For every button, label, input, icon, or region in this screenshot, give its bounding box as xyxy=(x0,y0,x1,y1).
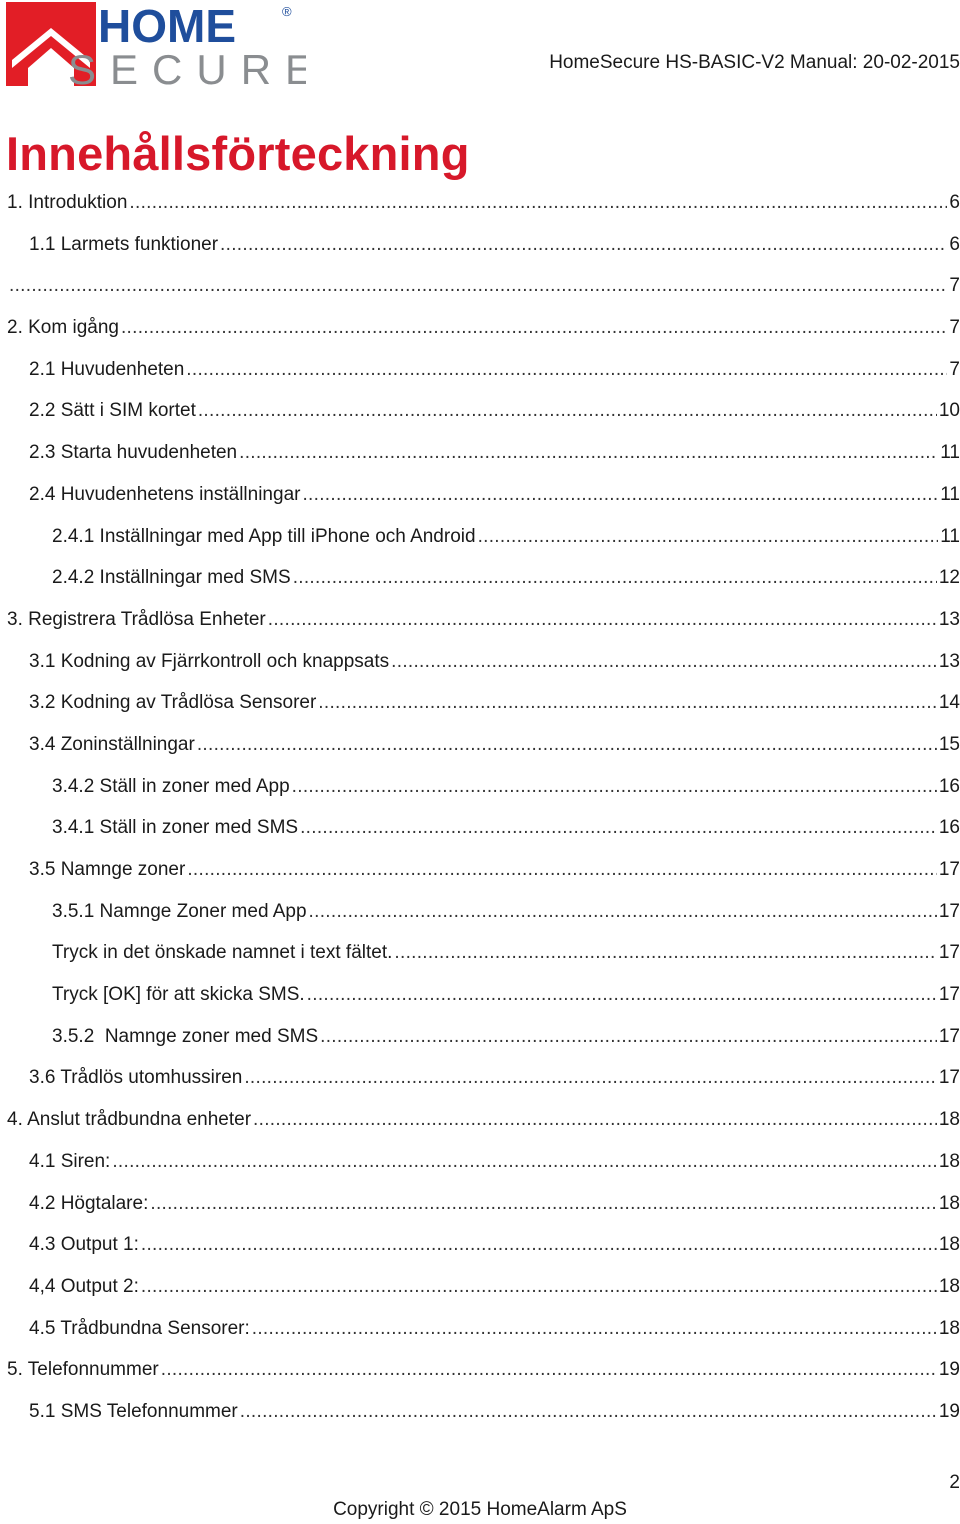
toc-entry-line xyxy=(29,1150,960,1174)
toc-entry-title: 3.4 Zoninställningar xyxy=(29,733,195,755)
toc-entry-page: 6 xyxy=(949,233,960,255)
toc-entry[interactable] xyxy=(0,723,960,765)
toc-entry-page: 18 xyxy=(938,1109,960,1131)
toc-entry-line xyxy=(52,1025,960,1049)
page-number: 2 xyxy=(949,1472,960,1493)
toc-entry[interactable] xyxy=(0,1223,960,1265)
toc-dot-leader xyxy=(150,1192,937,1216)
toc-dot-leader xyxy=(112,1150,937,1174)
toc-entry-line xyxy=(29,858,960,882)
toc-entry-title: 4.5 Trådbundna Sensorer: xyxy=(29,1317,250,1339)
toc-entry-title: 4.2 Högtalare: xyxy=(29,1192,149,1214)
toc-entry-line xyxy=(52,525,960,549)
toc-entry-title: 2. Kom igång xyxy=(7,317,119,339)
toc-entry-page: 16 xyxy=(938,775,960,797)
toc-entry-line xyxy=(52,941,960,965)
toc-entry-page: 17 xyxy=(938,942,960,964)
toc-entry-page: 19 xyxy=(938,1400,960,1422)
toc-entry-line xyxy=(29,483,960,507)
homesecure-logo xyxy=(6,2,306,90)
toc-entry-line xyxy=(29,358,960,382)
toc-entry-title: 3.4.2 Ställ in zoner med App xyxy=(52,775,290,797)
toc-entry[interactable] xyxy=(0,473,960,515)
logo-secure-text: SECURE xyxy=(68,46,306,90)
toc-dot-leader xyxy=(320,1025,937,1049)
toc-entry-title: 5. Telefonnummer xyxy=(7,1359,159,1381)
toc-entry[interactable] xyxy=(0,1307,960,1349)
toc-entry-title: 3.6 Trådlös utomhussiren xyxy=(29,1067,243,1089)
toc-entry[interactable] xyxy=(0,1056,960,1098)
toc-entry[interactable] xyxy=(0,640,960,682)
toc-entry-line xyxy=(29,1317,960,1341)
logo-home-text: HOME xyxy=(98,2,236,52)
toc-entry-title: 3.1 Kodning av Fjärrkontroll och knappsats xyxy=(29,650,390,672)
toc-dot-leader xyxy=(252,1317,937,1341)
toc-dot-leader xyxy=(9,274,947,298)
toc-entry-title: 3. Registrera Trådlösa Enheter xyxy=(7,608,266,630)
toc-entry-line xyxy=(29,733,960,757)
toc-entry-page: 18 xyxy=(938,1317,960,1339)
toc-entry-line xyxy=(52,566,960,590)
toc-entry[interactable] xyxy=(0,181,960,223)
toc-entry-title: 3.5.1 Namnge Zoner med App xyxy=(52,900,307,922)
toc-dot-leader xyxy=(394,941,936,965)
toc-entry-page: 13 xyxy=(938,608,960,630)
toc-entry-line xyxy=(52,983,960,1007)
toc-entry-line xyxy=(29,650,960,674)
toc-entry-line xyxy=(52,775,960,799)
toc-entry-line xyxy=(29,1233,960,1257)
toc-entry[interactable] xyxy=(0,890,960,932)
toc-entry[interactable] xyxy=(0,931,960,973)
toc-entry-line xyxy=(7,191,960,215)
toc-entry-title: 4.3 Output 1: xyxy=(29,1234,139,1256)
toc-entry-page: 14 xyxy=(938,692,960,714)
toc-entry-title: 4.1 Siren: xyxy=(29,1150,111,1172)
toc-entry[interactable] xyxy=(0,431,960,473)
toc-entry-title: 2.1 Huvudenheten xyxy=(29,358,185,380)
toc-entry[interactable] xyxy=(0,598,960,640)
toc-entry[interactable] xyxy=(0,1390,960,1432)
toc-entry-page: 17 xyxy=(938,859,960,880)
toc-dot-leader xyxy=(197,733,937,757)
registered-mark: ® xyxy=(282,4,292,19)
toc-entry-page: 11 xyxy=(940,442,960,464)
toc-entry[interactable] xyxy=(0,1140,960,1182)
toc-entry-line xyxy=(29,1400,960,1424)
toc-dot-leader xyxy=(478,525,939,549)
toc-dot-leader xyxy=(186,358,947,382)
toc-entry-title: Tryck in det önskade namnet i text fältet. xyxy=(52,942,393,964)
toc-entry-title: 2.2 Sätt i SIM kortet xyxy=(29,400,196,422)
toc-entry-line xyxy=(52,900,960,924)
toc-dot-leader xyxy=(318,691,937,715)
toc-entry-title: Tryck [OK] för att skicka SMS. xyxy=(52,984,305,1006)
toc-entry-page: 19 xyxy=(938,1359,960,1381)
toc-dot-leader xyxy=(240,1400,937,1424)
toc-entry-title: 2.3 Starta huvudenheten xyxy=(29,442,238,464)
toc-entry-title: 2.4 Huvudenhetens inställningar xyxy=(29,483,301,505)
toc-entry[interactable] xyxy=(0,973,960,1015)
toc-dot-leader xyxy=(129,191,947,215)
toc-entry-page: 17 xyxy=(938,1067,960,1089)
toc-dot-leader xyxy=(253,1108,937,1132)
toc-dot-leader xyxy=(198,399,937,423)
toc-entry-line xyxy=(29,233,960,257)
toc-entry-title: 2.4.1 Inställningar med App till iPhone och Android xyxy=(52,525,476,547)
toc-dot-leader xyxy=(300,816,937,840)
toc-entry-line xyxy=(29,441,960,465)
toc-entry-page: 17 xyxy=(938,984,960,1006)
toc-entry-line xyxy=(7,316,960,340)
toc-entry[interactable] xyxy=(0,264,960,306)
toc-entry[interactable] xyxy=(0,515,960,557)
toc-entry-title: 4,4 Output 2: xyxy=(29,1275,139,1297)
toc-entry-page: 18 xyxy=(938,1192,960,1214)
toc-entry-line xyxy=(52,816,960,840)
toc-entry-page: 7 xyxy=(949,317,960,339)
toc-entry-page: 13 xyxy=(938,650,960,672)
toc-entry-page: 16 xyxy=(938,817,960,839)
toc-entry-title: 1.1 Larmets funktioner xyxy=(29,233,219,255)
toc-dot-leader xyxy=(302,483,938,507)
toc-entry-line xyxy=(29,399,960,423)
toc-entry-page: 17 xyxy=(938,1025,960,1047)
toc-entry-page: 6 xyxy=(949,192,960,213)
toc-entry-page: 7 xyxy=(949,275,960,297)
toc-entry-page: 18 xyxy=(938,1275,960,1297)
toc-entry-page: 18 xyxy=(938,1234,960,1256)
toc-dot-leader xyxy=(292,775,937,799)
toc-entry-line xyxy=(7,1108,960,1132)
toc-dot-leader xyxy=(121,316,947,340)
toc-entry[interactable] xyxy=(0,223,960,265)
toc-entry[interactable] xyxy=(0,1098,960,1140)
toc-entry[interactable] xyxy=(0,681,960,723)
toc-dot-leader xyxy=(161,1358,937,1382)
toc-entry-line xyxy=(7,608,960,632)
toc-entry-line xyxy=(29,1275,960,1299)
toc-entry[interactable] xyxy=(0,1015,960,1057)
toc-entry-line xyxy=(7,1358,960,1382)
toc-entry-title: 2.4.2 Inställningar med SMS xyxy=(52,567,291,589)
toc-entry-page: 12 xyxy=(938,567,960,589)
toc-dot-leader xyxy=(293,566,937,590)
toc-entry-page: 11 xyxy=(940,483,960,505)
toc-entry-page: 17 xyxy=(938,900,960,922)
toc-dot-leader xyxy=(309,900,937,924)
toc-entry-page: 15 xyxy=(938,733,960,755)
toc-entry[interactable] xyxy=(0,556,960,598)
toc-dot-leader xyxy=(187,858,937,882)
toc-entry-page: 18 xyxy=(938,1150,960,1172)
toc-entry-line xyxy=(29,1192,960,1216)
toc-entry[interactable] xyxy=(0,806,960,848)
toc-dot-leader xyxy=(239,441,938,465)
toc-entry-page: 7 xyxy=(949,358,960,380)
toc-dot-leader xyxy=(244,1066,937,1090)
copyright-footer: Copyright © 2015 HomeAlarm ApS xyxy=(333,1499,627,1520)
toc-entry-title: 5.1 SMS Telefonnummer xyxy=(29,1400,238,1422)
toc-entry-line xyxy=(7,274,960,298)
toc-dot-leader xyxy=(391,650,937,674)
toc-entry[interactable] xyxy=(0,765,960,807)
toc-dot-leader xyxy=(307,983,937,1007)
toc-dot-leader xyxy=(268,608,937,632)
toc-entry-page: 10 xyxy=(938,400,960,422)
house-icon xyxy=(6,2,306,90)
toc-entry-title: 3.2 Kodning av Trådlösa Sensorer xyxy=(29,692,317,714)
toc-entry[interactable] xyxy=(0,1265,960,1307)
toc-entry-page: 11 xyxy=(940,525,960,547)
toc-dot-leader xyxy=(220,233,947,257)
document-header-title: HomeSecure HS-BASIC-V2 Manual: 20-02-2015 xyxy=(549,52,960,73)
toc-entry[interactable] xyxy=(0,389,960,431)
toc-entry-title: 4. Anslut trådbundna enheter xyxy=(7,1109,252,1131)
toc-entry-title: 3.5 Namnge zoner xyxy=(29,859,186,880)
toc-entry-line xyxy=(29,1066,960,1090)
toc-heading: Innehållsförteckning xyxy=(6,127,470,180)
toc-entry-title: 1. Introduktion xyxy=(7,192,128,213)
toc-entry-line xyxy=(29,691,960,715)
toc-entry-title: 3.4.1 Ställ in zoner med SMS xyxy=(52,817,299,839)
toc-entry[interactable] xyxy=(0,348,960,390)
toc-entry[interactable] xyxy=(0,1348,960,1390)
toc-entry[interactable] xyxy=(0,1182,960,1224)
toc-dot-leader xyxy=(141,1233,937,1257)
toc-dot-leader xyxy=(141,1275,937,1299)
toc-entry-title: 3.5.2 Namnge zoner med SMS xyxy=(52,1025,319,1047)
toc-entry[interactable] xyxy=(0,848,960,890)
table-of-contents xyxy=(0,181,960,1432)
toc-entry[interactable] xyxy=(0,306,960,348)
